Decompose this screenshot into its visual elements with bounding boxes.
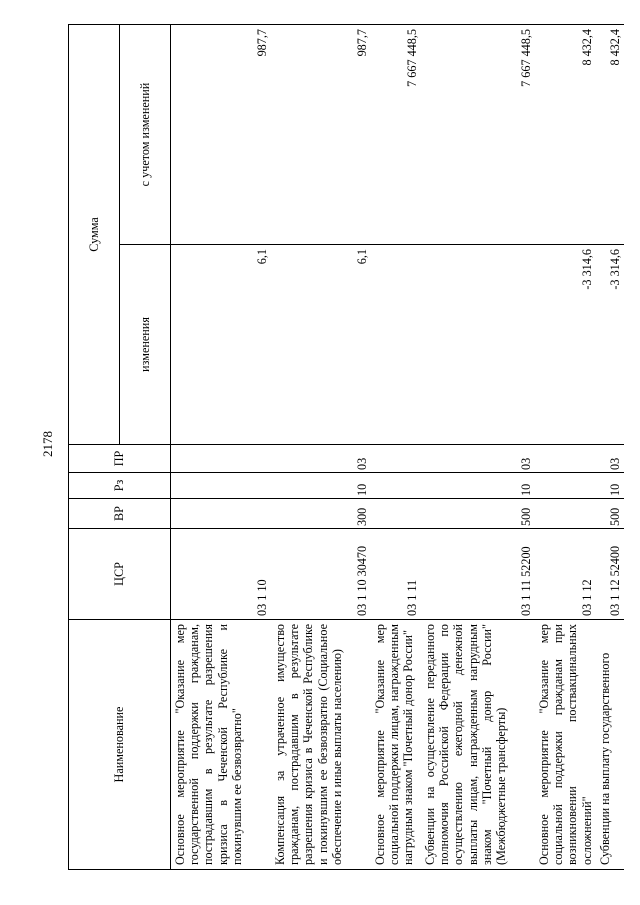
row-name: Основное мероприятие "Оказание мер социальной поддержки лицам, награжденным нагрудным знаком "Почетный донор России"	[371, 620, 421, 870]
row-rz: 10	[271, 473, 371, 499]
row-change: 6,1	[171, 245, 272, 445]
row-name: Компенсация за утраченное имущество гражданам, пострадавшим в результате разрешения кризиса в Чеченской Республике и покинувшим ее безвозвратно (Социальное обеспечение и иные выплаты населению)	[271, 620, 371, 870]
row-rz	[535, 473, 596, 499]
row-csr: 03 1 11 52200	[421, 529, 535, 620]
row-change: -3 314,6	[596, 245, 624, 445]
header-vr: ВР	[69, 499, 171, 529]
row-vr: 500	[596, 499, 624, 529]
row-name: Основное мероприятие "Оказание мер государственной поддержки гражданам, пострадавшим в результате разрешения кризиса в Чеченской Республике и покинувшим ее безвозвратно"	[171, 620, 272, 870]
header-sum: Сумма	[69, 24, 120, 444]
row-total: 987,7	[171, 24, 272, 244]
row-rz	[371, 473, 421, 499]
budget-table	[68, 24, 624, 870]
row-pr: 03	[271, 445, 371, 473]
row-rz: 10	[596, 473, 624, 499]
row-csr: 03 1 10	[171, 529, 272, 620]
row-total: 8 432,4	[535, 24, 596, 244]
row-vr	[171, 499, 272, 529]
table-row	[271, 24, 371, 869]
row-csr: 03 1 10 30470	[271, 529, 371, 620]
row-change: 6,1	[271, 245, 371, 445]
page-number: 2178	[40, 431, 55, 457]
row-total: 7 667 448,5	[371, 24, 421, 244]
table-row	[535, 24, 596, 869]
row-total: 8 432,4	[596, 24, 624, 244]
row-rz: 10	[421, 473, 535, 499]
row-csr: 03 1 12	[535, 529, 596, 620]
budget-table-rotated	[68, 25, 622, 870]
row-pr	[371, 445, 421, 473]
header-csr: ЦСР	[69, 529, 171, 620]
header-changes: изменения	[120, 245, 171, 445]
header-with-changes: с учетом изменений	[120, 24, 171, 244]
row-name: Субвенции на осуществление переданного полномочия Российской Федерации по осуществлению ежегодной денежной выплаты лицам, награжденным нагрудным знаком "Почетный донор России" (Межбюджетные трансферты)	[421, 620, 535, 870]
header-name: Наименование	[69, 620, 171, 870]
row-total: 987,7	[271, 24, 371, 244]
row-name: Основное мероприятие "Оказание мер социальной поддержки гражданам при возникновении поствакцинальных осложнений"	[535, 620, 596, 870]
row-pr	[171, 445, 272, 473]
row-vr: 500	[421, 499, 535, 529]
row-change: -3 314,6	[535, 245, 596, 445]
table-row	[171, 24, 272, 869]
row-change	[421, 245, 535, 445]
header-pr: ПР	[69, 445, 171, 473]
row-vr: 300	[271, 499, 371, 529]
row-vr	[371, 499, 421, 529]
row-pr: 03	[421, 445, 535, 473]
row-pr	[535, 445, 596, 473]
header-rz: Рз	[69, 473, 171, 499]
table-row	[371, 24, 421, 869]
row-change	[371, 245, 421, 445]
row-total: 7 667 448,5	[421, 24, 535, 244]
row-pr: 03	[596, 445, 624, 473]
table-row	[596, 24, 624, 869]
row-csr: 03 1 11	[371, 529, 421, 620]
row-csr: 03 1 12 52400	[596, 529, 624, 620]
table-row	[421, 24, 535, 869]
row-vr	[535, 499, 596, 529]
row-rz	[171, 473, 272, 499]
row-name: Субвенции на выплату государственного	[596, 620, 624, 870]
